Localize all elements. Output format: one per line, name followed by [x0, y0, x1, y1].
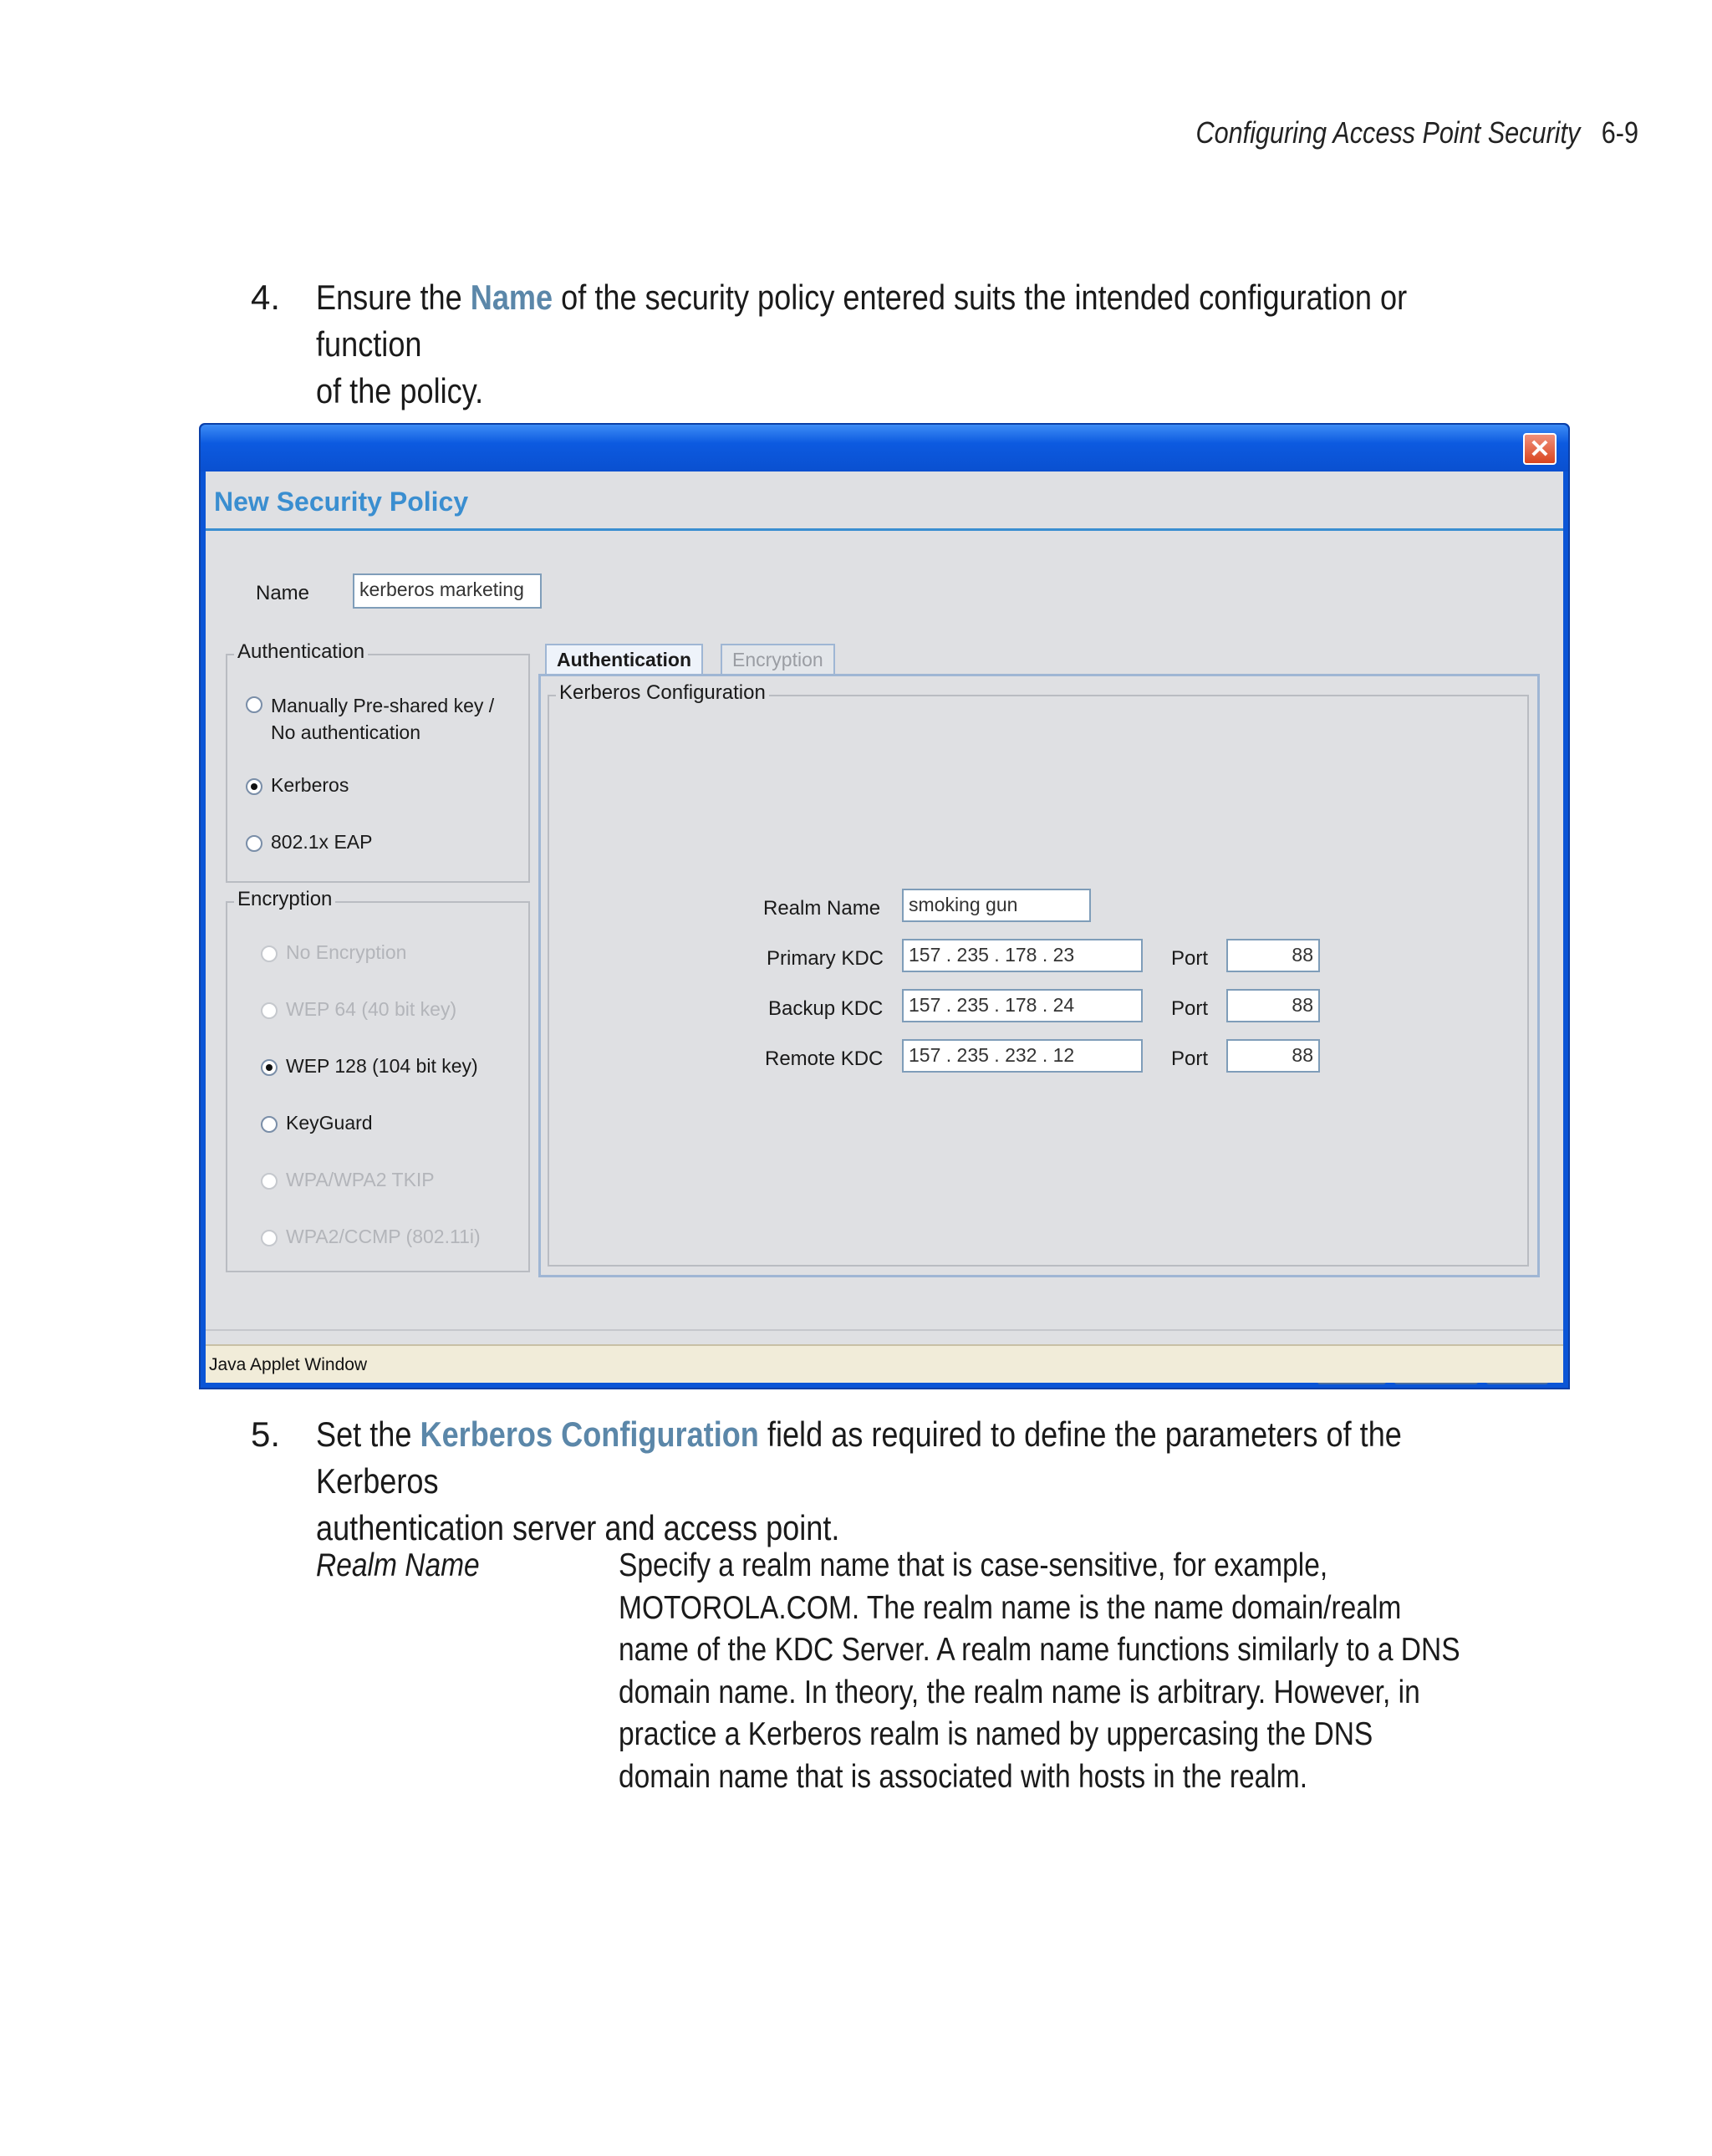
- radio-icon: [246, 778, 262, 795]
- remote-port-label: Port: [1171, 1047, 1209, 1070]
- definition-line: Specify a realm name that is case-sensitive, for example,: [619, 1547, 1328, 1583]
- radio-label: WEP 64 (40 bit key): [286, 998, 457, 1020]
- window-titlebar: [201, 425, 1568, 471]
- step-text-part: authentication server and access point.: [316, 1508, 840, 1547]
- remote-kdc-label: Remote KDC: [765, 1047, 884, 1070]
- close-icon[interactable]: ✕: [1523, 433, 1557, 465]
- step-text: [316, 274, 1452, 415]
- radio-keyguard[interactable]: [261, 1112, 373, 1134]
- radio-icon: [261, 1230, 278, 1246]
- security-policy-window: [199, 423, 1570, 1389]
- status-bar: Java Applet Window: [206, 1344, 1563, 1383]
- page-number: 6-9: [1601, 115, 1638, 150]
- radio-kerberos[interactable]: [246, 774, 349, 797]
- backup-kdc-label: Backup KDC: [768, 997, 884, 1020]
- radio-no-encryption[interactable]: [261, 941, 406, 964]
- step-text: [316, 1411, 1452, 1552]
- encryption-group: [226, 888, 530, 1272]
- radio-label: Manually Pre-shared key / No authentication: [271, 695, 495, 743]
- radio-icon: [261, 1059, 278, 1076]
- definition-term: Realm Name: [316, 1547, 480, 1583]
- radio-label: WEP 128 (104 bit key): [286, 1055, 478, 1077]
- definition-line: MOTOROLA.COM. The realm name is the name domain/realm: [619, 1589, 1402, 1626]
- definition-line: practice a Kerberos realm is named by uppercasing the DNS: [619, 1716, 1373, 1752]
- window-title: New Security Policy: [214, 487, 469, 517]
- authentication-group: [226, 640, 530, 883]
- radio-label: No Encryption: [286, 941, 407, 963]
- authentication-group-label: Authentication: [234, 640, 368, 664]
- radio-icon: [261, 1002, 278, 1019]
- backup-kdc-ip-input[interactable]: 157 . 235 . 178 . 24: [902, 989, 1143, 1022]
- step-number: 4.: [251, 278, 281, 317]
- radio-label: Kerberos: [271, 774, 349, 796]
- backup-port-label: Port: [1171, 997, 1209, 1020]
- primary-port-input[interactable]: 88: [1226, 939, 1320, 972]
- radio-label: KeyGuard: [286, 1112, 373, 1134]
- kerberos-config-group: [548, 681, 1529, 1267]
- radio-label: WPA/WPA2 TKIP: [286, 1169, 435, 1190]
- radio-icon: [246, 835, 262, 852]
- tab-panel: [538, 674, 1540, 1277]
- radio-label: WPA2/CCMP (802.11i): [286, 1226, 481, 1247]
- page-header: [1027, 115, 1638, 150]
- radio-label: 802.1x EAP: [271, 831, 373, 853]
- radio-wpa-tkip[interactable]: [261, 1169, 435, 1191]
- highlight-term: Kerberos Configuration: [420, 1414, 759, 1454]
- radio-8021x-eap[interactable]: [246, 831, 372, 854]
- radio-wep128[interactable]: [261, 1055, 478, 1078]
- radio-wpa2-ccmp[interactable]: [261, 1226, 481, 1248]
- highlight-term: Name: [470, 278, 553, 317]
- name-label: Name: [256, 582, 310, 604]
- name-input[interactable]: kerberos marketing: [353, 573, 542, 609]
- definition-line: name of the KDC Server. A realm name functions similarly to a DNS: [619, 1632, 1460, 1668]
- definition-body: [619, 1545, 1460, 1798]
- realm-name-label: Realm Name: [763, 897, 881, 920]
- tab-authentication[interactable]: Authentication: [545, 644, 703, 675]
- radio-icon: [261, 1173, 278, 1190]
- backup-port-input[interactable]: 88: [1226, 989, 1320, 1022]
- radio-icon: [246, 696, 262, 713]
- radio-icon: [261, 1116, 278, 1133]
- primary-port-label: Port: [1171, 947, 1209, 970]
- remote-port-input[interactable]: 88: [1226, 1039, 1320, 1073]
- step-text-part: field as required to define the parameters of the Kerberos: [316, 1414, 1402, 1501]
- tab-encryption[interactable]: Encryption: [721, 644, 835, 675]
- radio-wep64[interactable]: [261, 998, 456, 1021]
- chapter-title: Configuring Access Point Security: [1195, 115, 1581, 150]
- step-number: 5.: [251, 1414, 281, 1454]
- button-bar-divider: [206, 1329, 1563, 1331]
- kerberos-config-label: Kerberos Configuration: [556, 681, 769, 705]
- step-text-part: of the policy.: [316, 371, 484, 410]
- window-client: [206, 471, 1563, 1383]
- primary-kdc-ip-input[interactable]: 157 . 235 . 178 . 23: [902, 939, 1143, 972]
- step-text-part: Ensure the: [316, 278, 471, 317]
- radio-icon: [261, 945, 278, 962]
- step-text-part: of the security policy entered suits the intended configuration or function: [316, 278, 1408, 364]
- primary-kdc-label: Primary KDC: [767, 947, 884, 970]
- definition-line: domain name that is associated with hosts in the realm.: [619, 1758, 1308, 1795]
- step-text-part: Set the: [316, 1414, 420, 1454]
- encryption-group-label: Encryption: [234, 888, 335, 911]
- radio-preshared-key[interactable]: [246, 692, 494, 746]
- definition-line: domain name. In theory, the realm name is arbitrary. However, in: [619, 1674, 1420, 1710]
- realm-name-input[interactable]: smoking gun: [902, 889, 1091, 922]
- remote-kdc-ip-input[interactable]: 157 . 235 . 232 . 12: [902, 1039, 1143, 1073]
- title-divider: [206, 528, 1563, 531]
